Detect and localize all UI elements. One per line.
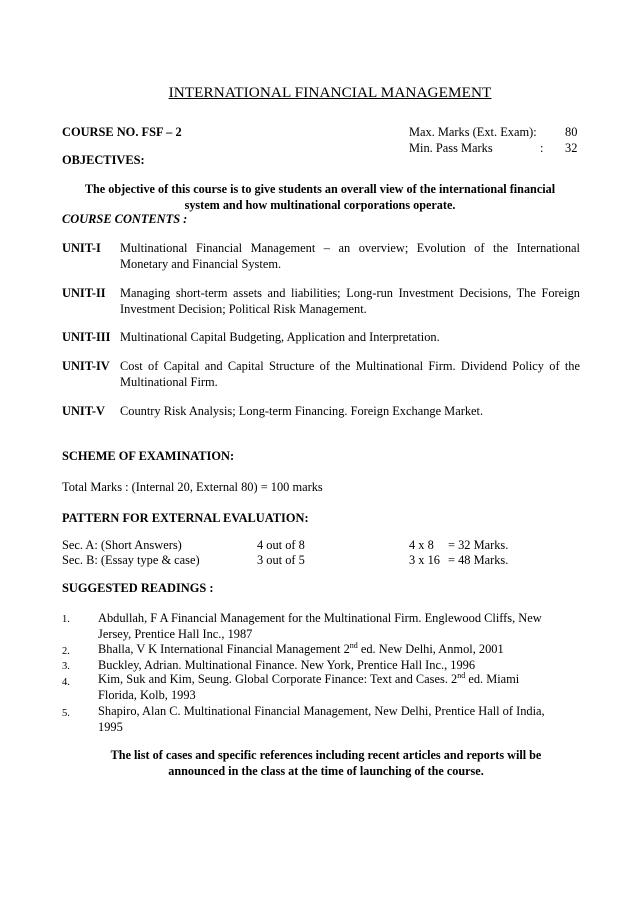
- unit-text: Multinational Capital Budgeting, Application and Interpretation.: [120, 330, 440, 344]
- reading-superscript: nd: [457, 671, 466, 680]
- max-marks-label: Max. Marks (Ext. Exam):: [409, 125, 537, 139]
- objective-line-1: The objective of this course is to give students an overall view of the international financial: [84, 182, 556, 196]
- reading-line: [98, 671, 519, 687]
- objective-line-2: system and how multinational corporations operate.: [184, 198, 456, 212]
- objectives-heading: OBJECTIVES:: [62, 153, 145, 167]
- closing-note-line-2: announced in the class at the time of launching of the course.: [168, 764, 484, 778]
- unit-label: UNIT-II: [62, 286, 106, 300]
- reading-number: 1.: [62, 614, 70, 625]
- unit-label: UNIT-III: [62, 330, 111, 344]
- reading-text: ed. New Delhi, Anmol, 2001: [357, 642, 504, 656]
- section-calc: 3 x 16: [409, 553, 440, 567]
- min-pass-marks-label: Min. Pass Marks: [409, 141, 493, 155]
- reading-number: 5.: [62, 708, 70, 719]
- reading-line: Abdullah, F A Financial Management for the Multinational Firm. Englewood Cliffs, New: [98, 611, 542, 625]
- reading-line: [98, 641, 504, 657]
- section-marks: = 48 Marks.: [448, 553, 509, 567]
- reading-text: ed. Miami: [465, 672, 520, 686]
- unit-text: Cost of Capital and Capital Structure of the Multinational Firm. Dividend Policy of the Multinational Firm.: [120, 359, 580, 389]
- reading-number: 4.: [62, 677, 70, 688]
- min-pass-marks-separator: :: [540, 141, 544, 155]
- section-out-of: 4 out of 8: [257, 538, 305, 552]
- reading-line: Buckley, Adrian. Multinational Finance. New York, Prentice Hall Inc., 1996: [98, 658, 476, 672]
- unit-label: UNIT-V: [62, 404, 105, 418]
- unit-text: Country Risk Analysis; Long-term Financing. Foreign Exchange Market.: [120, 404, 484, 418]
- reading-text: Bhalla, V K International Financial Management 2: [98, 642, 350, 656]
- reading-number: 2.: [62, 646, 70, 657]
- readings-heading: SUGGESTED READINGS :: [62, 581, 214, 595]
- total-marks: Total Marks : (Internal 20, External 80) = 100 marks: [62, 480, 323, 494]
- reading-number: 3.: [62, 661, 70, 672]
- max-marks-value: 80: [565, 125, 578, 139]
- min-pass-marks-value: 32: [565, 141, 578, 155]
- closing-note-line-1: The list of cases and specific references including recent articles and reports will be: [110, 748, 542, 762]
- section-out-of: 3 out of 5: [257, 553, 305, 567]
- course-contents-heading: COURSE CONTENTS :: [62, 212, 188, 226]
- reading-line: Shapiro, Alan C. Multinational Financial Management, New Delhi, Prentice Hall of India,: [98, 704, 545, 718]
- course-number: COURSE NO. FSF – 2: [62, 125, 182, 139]
- reading-line: Jersey, Prentice Hall Inc., 1987: [98, 627, 253, 641]
- section-calc: 4 x 8: [409, 538, 434, 552]
- unit-text: Managing short-term assets and liabilities; Long-run Investment Decisions, The Foreign Investment Decision; Political Risk Management.: [120, 286, 580, 316]
- section-name: Sec. A: (Short Answers): [62, 538, 182, 552]
- reading-text: Kim, Suk and Kim, Seung. Global Corporate Finance: Text and Cases. 2: [98, 672, 458, 686]
- unit-label: UNIT-IV: [62, 359, 110, 373]
- section-marks: = 32 Marks.: [448, 538, 509, 552]
- reading-line: Florida, Kolb, 1993: [98, 688, 196, 702]
- scheme-heading: SCHEME OF EXAMINATION:: [62, 449, 235, 463]
- section-name: Sec. B: (Essay type & case): [62, 553, 200, 567]
- reading-superscript: nd: [349, 641, 358, 650]
- reading-line: 1995: [98, 720, 123, 734]
- unit-text: Multinational Financial Management – an overview; Evolution of the International Monetary and Financial System.: [120, 241, 580, 271]
- unit-label: UNIT-I: [62, 241, 101, 255]
- pattern-heading: PATTERN FOR EXTERNAL EVALUATION:: [62, 511, 309, 525]
- page-title: INTERNATIONAL FINANCIAL MANAGEMENT: [168, 84, 492, 101]
